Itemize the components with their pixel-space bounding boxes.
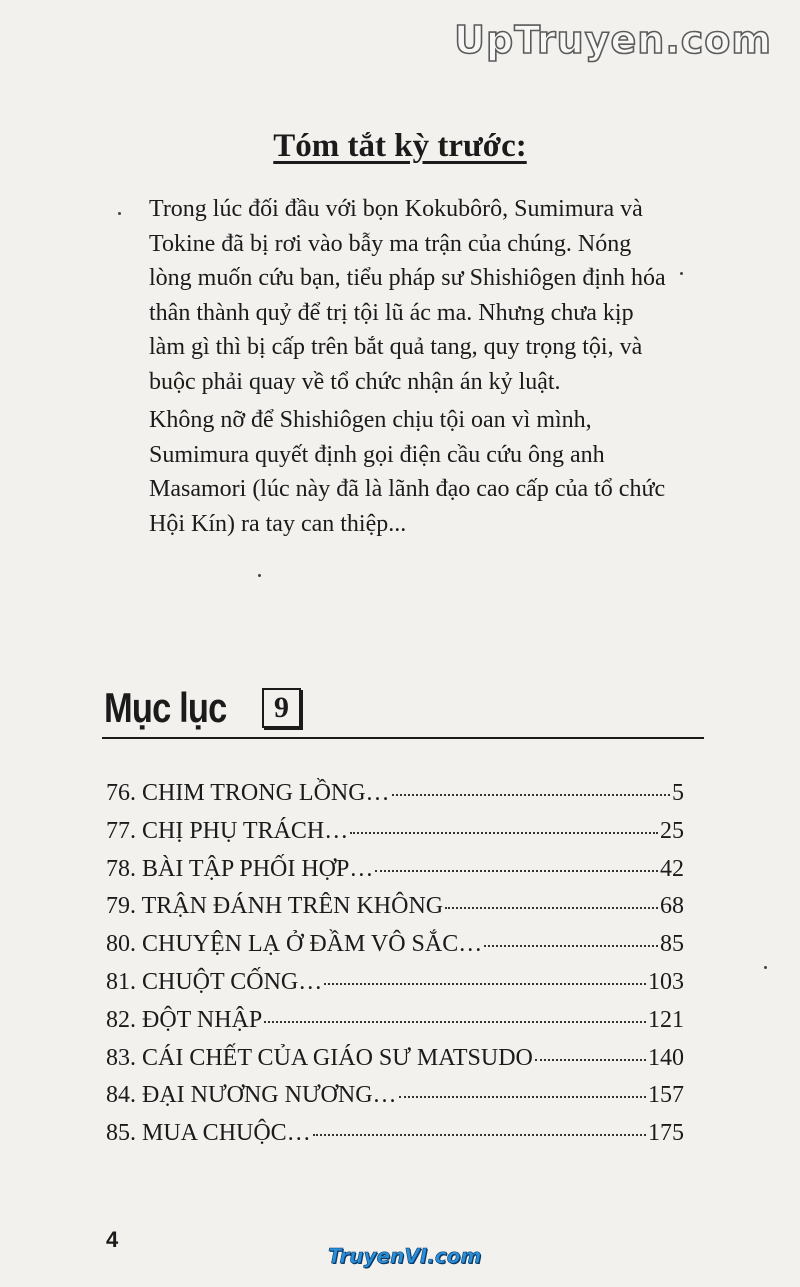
toc-item xyxy=(106,893,684,931)
summary-text xyxy=(149,192,669,545)
toc-item xyxy=(106,780,684,818)
toc-item xyxy=(106,1120,684,1158)
summary-paragraph-2: Không nỡ để Shishiôgen chịu tội oan vì mình, Sumimura quyết định gọi điện cầu cứu ông anh Masamori (lúc này đã là lãnh đạo cao cấp của tổ chức Hội Kín) ra tay can thiệp... xyxy=(149,407,666,537)
scan-speck xyxy=(764,966,767,969)
uptruyen-watermark: UpTruyen.com xyxy=(454,18,772,62)
dot-leader xyxy=(535,1059,646,1061)
summary-title: Tóm tắt kỳ trước: xyxy=(273,128,527,164)
toc-item-page: 103 xyxy=(648,968,684,995)
toc-item-title: 84. ĐẠI NƯƠNG NƯƠNG… xyxy=(106,1082,397,1109)
toc-title: Mục lục xyxy=(104,684,227,731)
dot-leader xyxy=(375,870,658,872)
dot-leader xyxy=(392,794,670,796)
toc-item xyxy=(106,931,684,969)
toc-item-title: 83. CÁI CHẾT CỦA GIÁO SƯ MATSUDO xyxy=(106,1044,533,1071)
dot-leader xyxy=(484,945,658,947)
toc-item-page: 85 xyxy=(660,931,684,958)
dot-leader xyxy=(324,983,646,985)
toc-item xyxy=(106,818,684,856)
toc-item xyxy=(106,969,684,1007)
toc-item xyxy=(106,856,684,894)
toc-item-title: 82. ĐỘT NHẬP xyxy=(106,1006,263,1033)
truyenvi-watermark: TruyenVI.com xyxy=(328,1244,482,1268)
toc-item-page: 121 xyxy=(648,1006,684,1033)
dot-leader xyxy=(313,1134,646,1136)
dot-leader xyxy=(264,1021,646,1023)
scan-speck xyxy=(258,574,261,577)
toc-item-page: 175 xyxy=(648,1120,684,1147)
scan-speck xyxy=(680,272,683,275)
toc-item-page: 5 xyxy=(672,780,684,806)
toc-heading xyxy=(104,684,301,732)
toc-item xyxy=(106,1007,684,1045)
toc-item-page: 25 xyxy=(660,817,684,844)
scan-speck xyxy=(118,212,121,215)
toc-list xyxy=(106,780,684,1158)
toc-item-page: 140 xyxy=(648,1044,684,1071)
dot-leader xyxy=(399,1096,646,1098)
toc-item-title: 76. CHIM TRONG LỒNG… xyxy=(106,780,390,806)
toc-item-page: 157 xyxy=(648,1082,684,1109)
dot-leader xyxy=(445,907,658,909)
dot-leader xyxy=(350,832,658,834)
toc-item-page: 68 xyxy=(660,893,684,920)
volume-number-box: 9 xyxy=(262,688,301,728)
toc-item-title: 85. MUA CHUỘC… xyxy=(106,1120,311,1147)
toc-item-page: 42 xyxy=(660,855,684,882)
toc-item-title: 79. TRẬN ĐÁNH TRÊN KHÔNG xyxy=(106,893,444,920)
toc-item-title: 77. CHỊ PHỤ TRÁCH… xyxy=(106,817,349,844)
page-number: 4 xyxy=(106,1227,119,1252)
toc-item xyxy=(106,1045,684,1083)
toc-item-title: 78. BÀI TẬP PHỐI HỢP… xyxy=(106,855,374,882)
toc-item-title: 81. CHUỘT CỐNG… xyxy=(106,968,323,995)
toc-item-title: 80. CHUYỆN LẠ Ở ĐẦM VÔ SẮC… xyxy=(106,931,483,958)
toc-item xyxy=(106,1082,684,1120)
toc-divider xyxy=(102,737,704,739)
summary-paragraph-1: Trong lúc đối đầu với bọn Kokubôrô, Sumimura và Tokine đã bị rơi vào bẫy ma trận của chúng. Nóng lòng muốn cứu bạn, tiểu pháp sư Shishiôgen định hóa thân thành quỷ để trị tội lũ ác ma. Nhưng chưa kịp làm gì thì bị cấp trên bắt quả tang, quy trọng tội, và buộc phải quay về tổ chức nhận án kỷ luật. xyxy=(149,196,666,395)
